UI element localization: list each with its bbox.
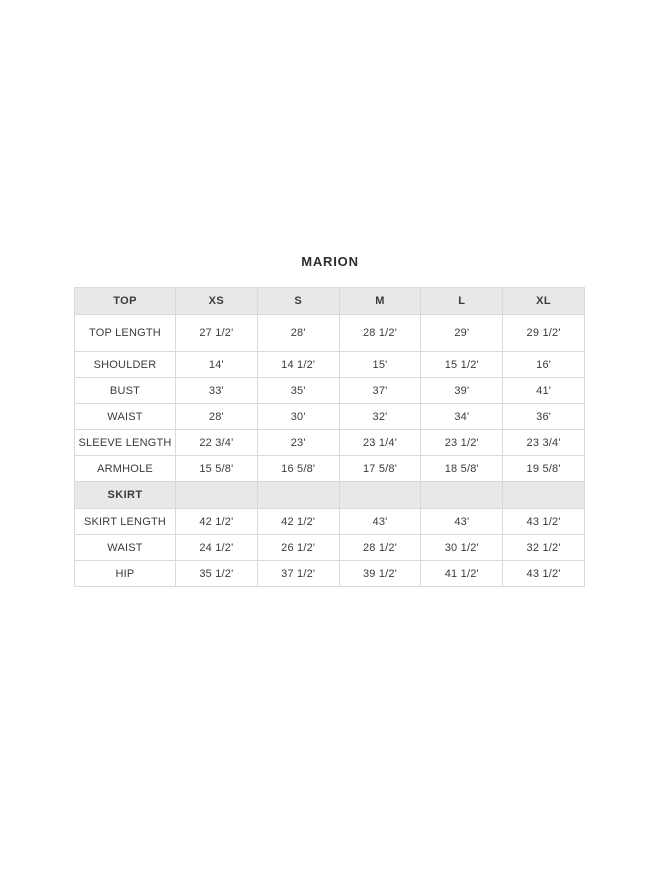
cell-shoulder-l: 15 1/2' <box>421 352 503 378</box>
section-label-skirt: SKIRT <box>75 482 176 509</box>
size-table-body <box>75 315 585 587</box>
cell-sleeve-length-l: 23 1/2' <box>421 430 503 456</box>
cell-shoulder-xs: 14' <box>176 352 258 378</box>
cell-sleeve-length-s: 23' <box>257 430 339 456</box>
cell-armhole-xl: 19 5/8' <box>503 456 585 482</box>
cell-armhole-m: 17 5/8' <box>339 456 421 482</box>
cell-bust-xs: 33' <box>176 378 258 404</box>
cell-bust-xl: 41' <box>503 378 585 404</box>
size-chart-table-container <box>74 287 585 587</box>
cell-skirt-length-l: 43' <box>421 509 503 535</box>
cell-sleeve-length-xl: 23 3/4' <box>503 430 585 456</box>
row-label-waist: WAIST <box>75 404 176 430</box>
row-label-shoulder: SHOULDER <box>75 352 176 378</box>
cell-top-length-xs: 27 1/2' <box>176 315 258 352</box>
cell-shoulder-s: 14 1/2' <box>257 352 339 378</box>
column-header-s: S <box>257 288 339 315</box>
cell-waist-xl: 36' <box>503 404 585 430</box>
cell-waist-l: 30 1/2' <box>421 535 503 561</box>
row-label-sleeve-length: SLEEVE LENGTH <box>75 430 176 456</box>
table-row-skirt-length <box>75 509 585 535</box>
table-row-hip <box>75 561 585 587</box>
size-table-header <box>75 288 585 315</box>
table-row-armhole <box>75 456 585 482</box>
cell-shoulder-xl: 16' <box>503 352 585 378</box>
column-header-m: M <box>339 288 421 315</box>
cell-armhole-l: 18 5/8' <box>421 456 503 482</box>
section-empty-cell <box>421 482 503 509</box>
cell-skirt-length-m: 43' <box>339 509 421 535</box>
column-header-top: TOP <box>75 288 176 315</box>
cell-waist-xs: 24 1/2' <box>176 535 258 561</box>
cell-waist-xs: 28' <box>176 404 258 430</box>
cell-waist-m: 32' <box>339 404 421 430</box>
cell-skirt-length-xl: 43 1/2' <box>503 509 585 535</box>
column-header-l: L <box>421 288 503 315</box>
cell-hip-s: 37 1/2' <box>257 561 339 587</box>
section-empty-cell <box>176 482 258 509</box>
section-empty-cell <box>257 482 339 509</box>
table-row-shoulder <box>75 352 585 378</box>
column-header-xl: XL <box>503 288 585 315</box>
cell-skirt-length-xs: 42 1/2' <box>176 509 258 535</box>
cell-sleeve-length-m: 23 1/4' <box>339 430 421 456</box>
cell-waist-m: 28 1/2' <box>339 535 421 561</box>
cell-waist-s: 26 1/2' <box>257 535 339 561</box>
cell-bust-s: 35' <box>257 378 339 404</box>
table-row-sleeve-length <box>75 430 585 456</box>
cell-waist-l: 34' <box>421 404 503 430</box>
cell-top-length-xl: 29 1/2' <box>503 315 585 352</box>
cell-hip-xs: 35 1/2' <box>176 561 258 587</box>
section-empty-cell <box>339 482 421 509</box>
row-label-bust: BUST <box>75 378 176 404</box>
cell-bust-l: 39' <box>421 378 503 404</box>
page-title: MARION <box>301 254 359 269</box>
table-row-waist <box>75 404 585 430</box>
cell-shoulder-m: 15' <box>339 352 421 378</box>
table-row-waist <box>75 535 585 561</box>
row-label-skirt-length: SKIRT LENGTH <box>75 509 176 535</box>
row-label-top-length: TOP LENGTH <box>75 315 176 352</box>
cell-waist-xl: 32 1/2' <box>503 535 585 561</box>
row-label-armhole: ARMHOLE <box>75 456 176 482</box>
size-chart-table <box>74 287 585 587</box>
table-row-top-length <box>75 315 585 352</box>
cell-armhole-s: 16 5/8' <box>257 456 339 482</box>
cell-waist-s: 30' <box>257 404 339 430</box>
cell-hip-m: 39 1/2' <box>339 561 421 587</box>
cell-top-length-l: 29' <box>421 315 503 352</box>
cell-sleeve-length-xs: 22 3/4' <box>176 430 258 456</box>
cell-top-length-s: 28' <box>257 315 339 352</box>
row-label-waist: WAIST <box>75 535 176 561</box>
table-row-bust <box>75 378 585 404</box>
cell-hip-l: 41 1/2' <box>421 561 503 587</box>
section-header-row-skirt <box>75 482 585 509</box>
row-label-hip: HIP <box>75 561 176 587</box>
cell-skirt-length-s: 42 1/2' <box>257 509 339 535</box>
column-header-xs: XS <box>176 288 258 315</box>
cell-armhole-xs: 15 5/8' <box>176 456 258 482</box>
cell-top-length-m: 28 1/2' <box>339 315 421 352</box>
size-table-header-row <box>75 288 585 315</box>
cell-hip-xl: 43 1/2' <box>503 561 585 587</box>
cell-bust-m: 37' <box>339 378 421 404</box>
section-empty-cell <box>503 482 585 509</box>
